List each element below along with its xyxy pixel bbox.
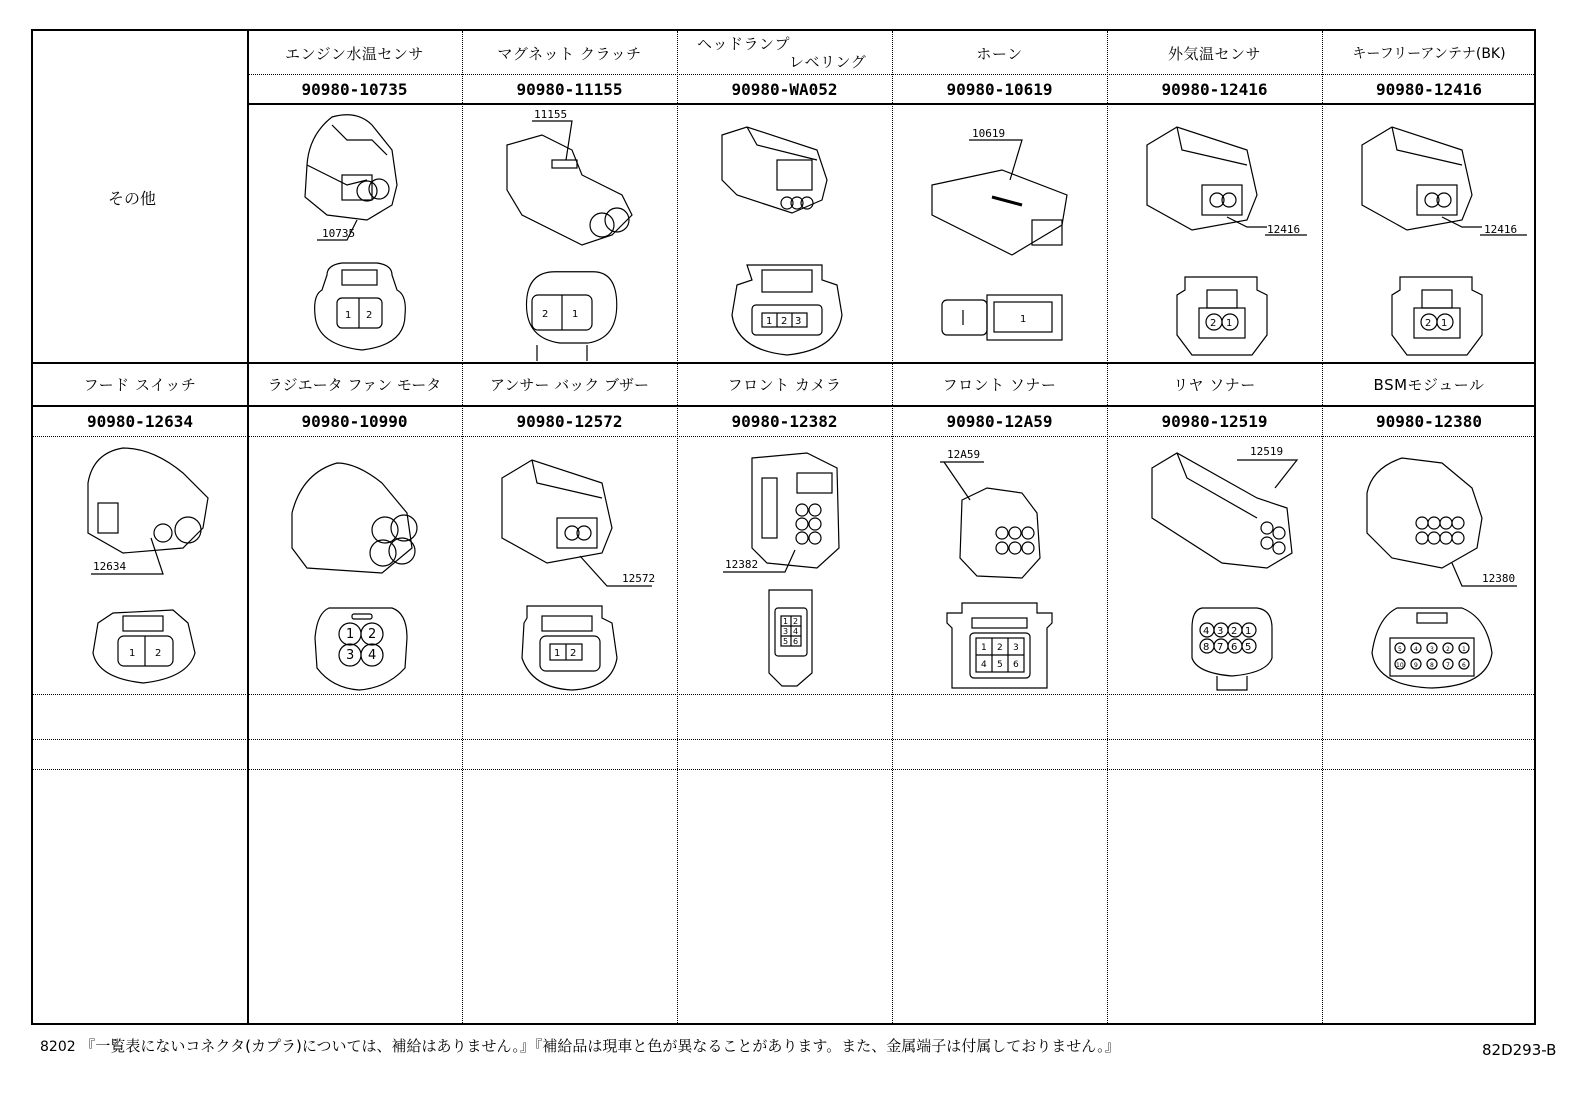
svg-text:2: 2	[793, 617, 799, 626]
svg-text:1: 1	[1226, 318, 1233, 329]
connector-name: リヤ ソナー	[1173, 376, 1256, 394]
part-number: 90980-12380	[1376, 412, 1482, 431]
svg-text:10619: 10619	[972, 127, 1006, 140]
part-number: 90980-12572	[516, 412, 623, 431]
svg-text:2: 2	[1425, 318, 1432, 329]
part-number: 90980-WA052	[731, 80, 838, 99]
connector-drawing-12572	[462, 438, 677, 694]
part-number: 90980-10619	[946, 80, 1053, 99]
doc-ref: 82D293-B	[1482, 1041, 1557, 1059]
connector-name: 外気温センサ	[1167, 45, 1261, 63]
connector-name-line2: レベリング	[789, 53, 867, 71]
svg-text:4: 4	[1203, 626, 1210, 637]
svg-text:5: 5	[1245, 642, 1252, 653]
svg-text:2: 2	[997, 643, 1003, 653]
connector-drawing-12416-b	[1322, 105, 1536, 361]
svg-text:4: 4	[1414, 646, 1418, 653]
connector-name: フード スイッチ	[83, 376, 197, 394]
connector-name: アンサー バック ブザー	[490, 376, 649, 394]
connector-name: ホーン	[976, 45, 1023, 63]
part-number: 90980-12634	[87, 412, 193, 431]
connector-drawing-11155	[462, 105, 677, 361]
svg-text:1: 1	[346, 627, 355, 642]
svg-text:12572: 12572	[622, 572, 656, 585]
connector-name: フロント ソナー	[942, 376, 1057, 394]
svg-text:3: 3	[1430, 646, 1434, 653]
row-divider	[33, 436, 1534, 437]
part-number: 90980-10990	[301, 412, 408, 431]
svg-text:1: 1	[981, 643, 987, 653]
svg-text:12382: 12382	[725, 558, 759, 571]
svg-text:1: 1	[345, 310, 352, 321]
svg-text:6: 6	[793, 637, 799, 646]
page-code: 8202	[40, 1039, 76, 1055]
connector-drawing-12382	[677, 438, 892, 694]
svg-text:6: 6	[1462, 662, 1466, 669]
svg-text:2: 2	[542, 309, 549, 320]
connector-name: フロント カメラ	[727, 376, 842, 394]
svg-text:4: 4	[368, 648, 377, 663]
connector-drawing-12634	[33, 438, 247, 694]
connector-drawing-12416-a	[1107, 105, 1322, 361]
row-divider	[33, 739, 1534, 740]
svg-text:10735: 10735	[322, 227, 356, 240]
section-label: その他	[108, 189, 157, 208]
part-number: 90980-12416	[1161, 80, 1268, 99]
svg-text:3: 3	[1013, 643, 1019, 653]
svg-text:1: 1	[554, 648, 561, 659]
connector-drawing-10619	[892, 105, 1107, 361]
svg-text:5: 5	[1398, 646, 1402, 653]
part-number: 90980-10735	[301, 80, 408, 99]
svg-text:11155: 11155	[534, 108, 568, 121]
connector-drawing-wa052	[677, 105, 892, 361]
svg-text:12380: 12380	[1482, 572, 1516, 585]
svg-text:12A59: 12A59	[947, 448, 981, 461]
connector-drawing-10735	[247, 105, 462, 361]
svg-text:6: 6	[1013, 660, 1019, 670]
connector-name: エンジン水温センサ	[285, 45, 424, 63]
svg-text:1: 1	[766, 316, 773, 327]
svg-text:3: 3	[346, 648, 355, 663]
svg-text:8: 8	[1430, 662, 1434, 669]
svg-text:5: 5	[783, 637, 789, 646]
svg-text:6: 6	[1231, 642, 1238, 653]
svg-text:1: 1	[783, 617, 789, 626]
connector-drawing-12380	[1322, 438, 1536, 694]
row-divider	[33, 769, 1534, 770]
svg-text:4: 4	[981, 660, 987, 670]
svg-text:3: 3	[783, 627, 789, 636]
svg-text:1: 1	[1020, 314, 1027, 325]
connector-name: ラジエータ ファン モータ	[267, 376, 442, 394]
part-number: 90980-12416	[1376, 80, 1482, 99]
svg-text:3: 3	[1217, 626, 1224, 637]
svg-text:2: 2	[1231, 626, 1238, 637]
svg-text:12416: 12416	[1484, 223, 1518, 236]
svg-text:1: 1	[1462, 646, 1466, 653]
svg-text:5: 5	[997, 660, 1003, 670]
svg-text:3: 3	[795, 316, 802, 327]
part-number: 90980-12382	[731, 412, 838, 431]
svg-text:12519: 12519	[1250, 445, 1284, 458]
row-divider	[33, 362, 1534, 364]
row-divider	[247, 74, 1534, 75]
svg-text:8: 8	[1203, 642, 1210, 653]
svg-text:12634: 12634	[93, 560, 127, 573]
part-number: 90980-12519	[1161, 412, 1268, 431]
connector-name: BSMモジュール	[1373, 376, 1485, 394]
connector-name: マグネット クラッチ	[497, 45, 642, 63]
part-number: 90980-12A59	[946, 412, 1053, 431]
row-divider	[33, 694, 1534, 695]
svg-text:1: 1	[129, 648, 136, 659]
svg-text:1: 1	[1441, 318, 1448, 329]
svg-text:2: 2	[366, 310, 373, 321]
part-number: 90980-11155	[516, 80, 623, 99]
svg-text:2: 2	[155, 648, 162, 659]
row-divider	[33, 405, 1534, 407]
connector-drawing-10990	[247, 438, 462, 694]
svg-text:2: 2	[1210, 318, 1217, 329]
svg-text:12416: 12416	[1267, 223, 1301, 236]
connector-drawing-12a59	[892, 438, 1107, 694]
svg-text:2: 2	[781, 316, 788, 327]
svg-text:2: 2	[1446, 646, 1450, 653]
svg-text:1: 1	[1245, 626, 1252, 637]
svg-text:10: 10	[1396, 662, 1404, 669]
connector-name: キーフリーアンテナ(BK)	[1352, 46, 1506, 62]
footer-note-text: 『一覧表にないコネクタ(カプラ)については、補給はありません。』『補給品は現車と色が異なることがあります。また、金属端子は付属しておりません。』	[80, 1037, 1120, 1055]
svg-text:2: 2	[570, 648, 577, 659]
svg-text:2: 2	[368, 627, 377, 642]
svg-text:1: 1	[572, 309, 579, 320]
connector-table	[31, 29, 1536, 1025]
footer-note	[40, 1035, 1120, 1056]
svg-text:9: 9	[1414, 662, 1418, 669]
connector-name-line1: ヘッドランプ	[697, 35, 791, 53]
svg-text:7: 7	[1446, 662, 1450, 669]
svg-text:4: 4	[793, 627, 799, 636]
connector-drawing-12519	[1107, 438, 1322, 694]
svg-text:7: 7	[1217, 642, 1224, 653]
